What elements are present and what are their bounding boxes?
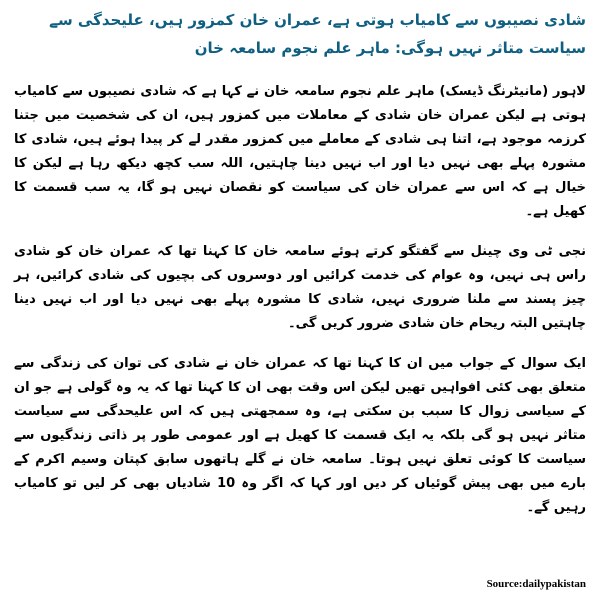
source-credit: Source:dailypakistan [486,578,586,590]
article-paragraph: نجی ٹی وی چینل سے گفتگو کرتے ہوئے سامعہ خان کا کہنا تھا کہ عمران خان کو شادی راس ہی نہیں، وہ عوام کی خدمت کرائیں اور دوسروں کی بچیوں کی شادی کرائیں، ہر چیز پسند سے ملنا ضروری نہیں، شادی کا مشورہ پہلے بھی نہیں دیا اور اب نہیں دینا چاہتیں البتہ ریحام خان شادی ضرور کریں گی۔ [14,244,586,331]
article-paragraph: ایک سوال کے جواب میں ان کا کہنا تھا کہ عمران خان نے شادی کی توان کی زندگی سے متعلق بھی کئی افواہیں تھیں لیکن اس وقت بھی ان کا کہنا تھا کہ یہ وہ گولی ہے جو ان کے سیاسی زوال کا سبب بن سکتی ہے، وہ سمجھتی ہیں کہ اس علیحدگی سے سیاست متاثر نہیں ہو گی بلکہ یہ ایک قسمت کا کھیل ہے اور عمومی طور پر ذاتی زندگیوں سے سیاست کا کوئی تعلق نہیں ہوتا۔ سامعہ خان نے گلے ہاتھوں سابق کپتان وسیم اکرم کے بارے میں بھی پیش گوئیاں کر دیں اور کہا کہ اگر وہ 10 شادیاں بھی کر لیں تو کامیاب رہیں گے۔ [14,356,586,515]
article-paragraph: لاہور (مانیٹرنگ ڈیسک) ماہر علم نجوم سامعہ خان نے کہا ہے کہ شادی نصیبوں سے کامیاب ہوتی ہے لیکن عمران خان شادی کے معاملات میں کمزور ہیں، ان کی شخصیت میں جتنا کرزمہ موجود ہے، اتنا ہی شادی کے معاملے میں کمزور مقدر لے کر پیدا ہوئے ہیں، شادی کا مشورہ پہلے بھی نہیں دیا اور اب نہیں دینا چاہتیں، اللہ سب کچھ دیکھ رہا ہے لیکن کا خیال ہے کہ اس سے عمران خان کی سیاست کو نقصان نہیں ہو گا، یہ سب قسمت کا کھیل ہے۔ [14,84,586,219]
article-headline: شادی نصیبوں سے کامیاب ہوتی ہے، عمران خان کمزور ہیں، علیحدگی سے سیاست متاثر نہیں ہوگی: ماہر علم نجوم سامعہ خان [49,11,586,57]
